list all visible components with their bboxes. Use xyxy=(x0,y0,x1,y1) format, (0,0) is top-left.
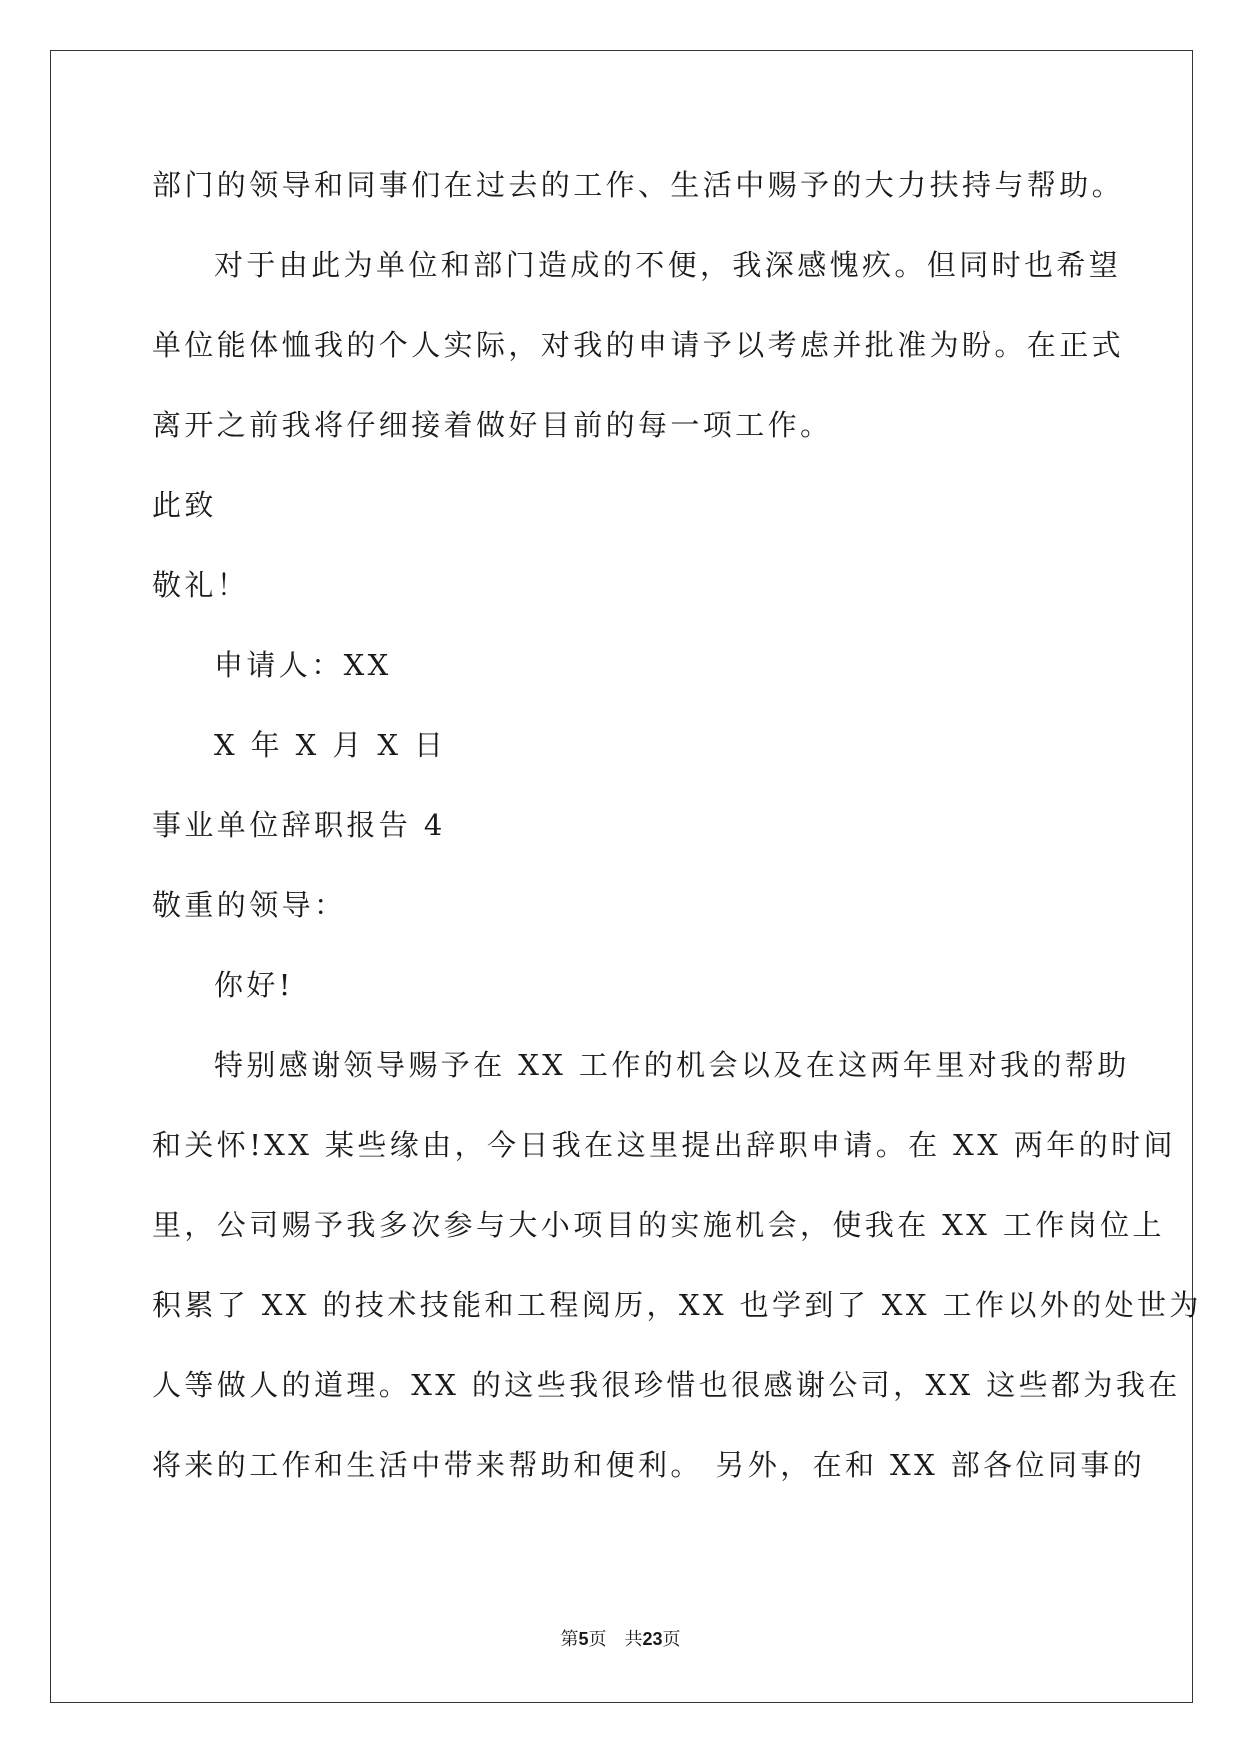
page-prefix: 第 xyxy=(560,1629,579,1650)
text-line: 申请人：XX xyxy=(214,648,392,682)
text-line: 和关怀!XX 某些缘由，今日我在这里提出辞职申请。在 XX 两年的时间 xyxy=(152,1128,1176,1162)
total-prefix: 共 xyxy=(624,1629,643,1650)
document-body xyxy=(152,165,1202,1525)
text-line: 事业单位辞职报告 4 xyxy=(152,808,446,842)
text-line: 敬重的领导： xyxy=(152,888,347,922)
text-line: 离开之前我将仔细接着做好目前的每一项工作。 xyxy=(152,408,833,442)
total-pages: 23 xyxy=(642,1629,663,1649)
text-line: X 年 X 月 X 日 xyxy=(214,728,447,762)
text-line: 积累了 XX 的技术技能和工程阅历，XX 也学到了 XX 工作以外的处世为 xyxy=(152,1288,1202,1322)
text-line: 单位能体恤我的个人实际，对我的申请予以考虑并批准为盼。在正式 xyxy=(152,328,1125,362)
text-line: 敬礼！ xyxy=(152,568,250,602)
text-line: 将来的工作和生活中带来帮助和便利。 另外，在和 XX 部各位同事的 xyxy=(152,1448,1146,1482)
text-line: 人等做人的道理。XX 的这些我很珍惜也很感谢公司，XX 这些都为我在 xyxy=(152,1368,1181,1402)
page-number: 5 xyxy=(578,1629,589,1649)
page-footer xyxy=(0,1627,1241,1652)
text-line: 你好! xyxy=(214,968,294,1002)
text-line: 对于由此为单位和部门造成的不便，我深感愧疚。但同时也希望 xyxy=(214,248,1122,282)
page-suffix: 页 xyxy=(588,1629,607,1650)
text-line: 特别感谢领导赐予在 XX 工作的机会以及在这两年里对我的帮助 xyxy=(214,1048,1130,1082)
text-line: 部门的领导和同事们在过去的工作、生活中赐予的大力扶持与帮助。 xyxy=(152,168,1125,202)
total-suffix: 页 xyxy=(662,1629,681,1650)
text-line: 此致 xyxy=(152,488,217,522)
text-line: 里，公司赐予我多次参与大小项目的实施机会，使我在 XX 工作岗位上 xyxy=(152,1208,1165,1242)
